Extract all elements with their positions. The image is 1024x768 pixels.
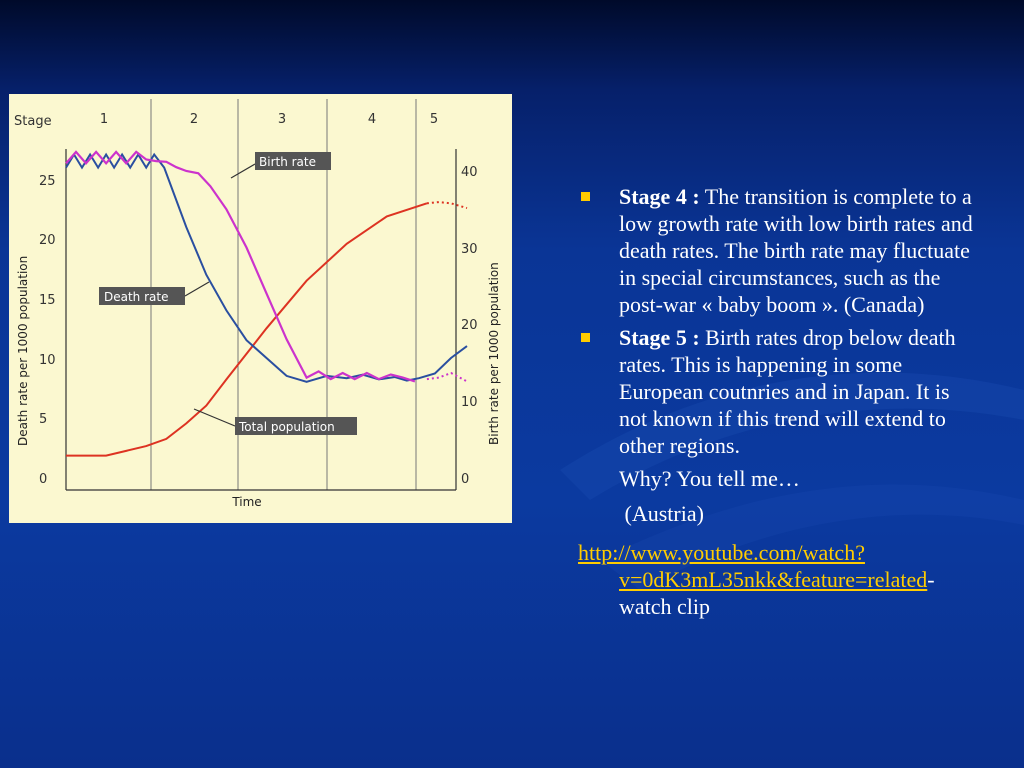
birth-rate-tag-text: Birth rate [259,155,316,169]
total-population-tag-text: Total population [239,420,335,434]
slide-text [578,183,973,620]
x-axis-title: Time [232,495,262,509]
birth-rate-line [66,152,415,382]
demographic-transition-chart [9,94,512,523]
left-tick-10: 10 [39,353,56,368]
right-tick-0: 0 [461,472,470,487]
stage-label: Stage [14,114,52,129]
stage-2-label: 2 [189,112,199,127]
bullet-stage-5 [578,324,973,459]
birth-rate-pointer [231,164,255,178]
right-tick-30: 30 [461,242,478,257]
death-rate-tag-text: Death rate [104,290,169,304]
left-axis-title: Death rate per 1000 population [16,255,30,446]
right-axis-title: Birth rate per 1000 population [487,262,501,445]
stage-5-heading: Stage 5 : [619,325,700,350]
total-population-projection [427,202,467,208]
bullet-stage-4 [578,183,973,318]
link-suffix: -watch clip [619,567,935,619]
question-line: Why? You tell me… [619,466,800,491]
stage-4-text: The transition is complete to a low growth rate with low birth rates and death rates. The birth rate may fluctuate in special circumstances, such as the post-war « baby boom ». (Canada) [619,184,973,317]
stage-4-heading: Stage 4 : [619,184,700,209]
bullet-square-icon [581,333,590,342]
right-tick-20: 20 [461,318,478,333]
left-tick-20: 20 [39,233,56,248]
left-tick-25: 25 [39,174,56,189]
total-population-pointer [194,409,235,426]
death-rate-line [66,155,467,382]
left-tick-15: 15 [39,293,56,308]
left-tick-0: 0 [39,472,48,487]
stage-3-label: 3 [277,112,287,127]
left-tick-5: 5 [39,412,48,427]
video-link-row [578,539,973,620]
youtube-link[interactable]: http://www.youtube.com/watch?v=0dK3mL35nkk&feature=related [578,540,928,592]
example-line: (Austria) [619,501,704,526]
stage-5-label: 5 [429,112,439,127]
stage-1-label: 1 [99,112,109,127]
bullet-square-icon [581,192,590,201]
right-tick-10: 10 [461,395,478,410]
right-tick-40: 40 [461,165,478,180]
stage-4-label: 4 [367,112,377,127]
death-rate-pointer [185,282,209,296]
stage-5-text: Birth rates drop below death rates. This is happening in some European coutnries and in Japan. It is not known if this trend will extend to other regions. [619,325,956,458]
